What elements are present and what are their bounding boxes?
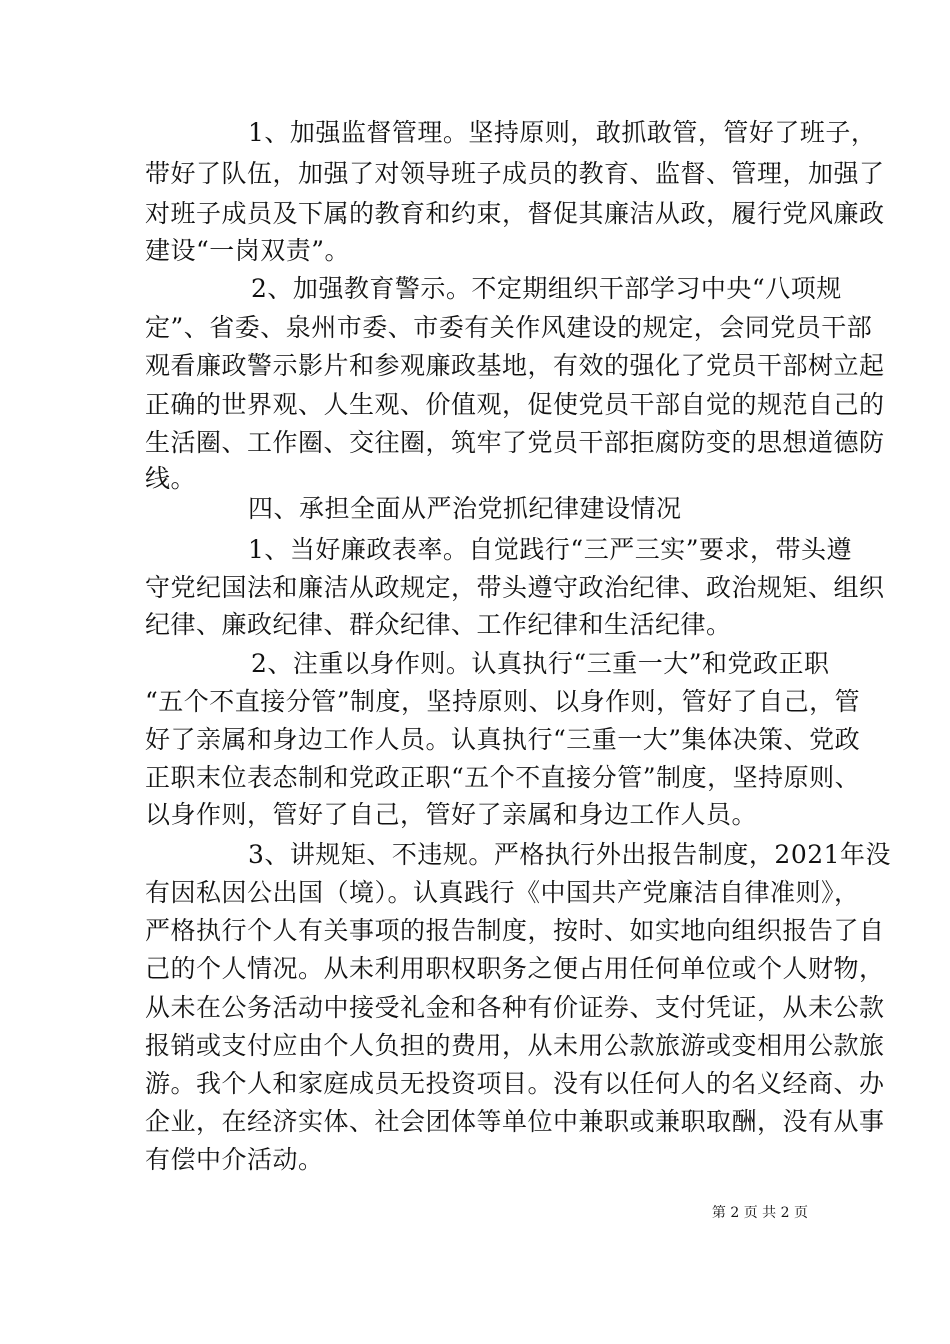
text-line: “五个不直接分管”制度，坚持原则、以身作则，管好了自己，管: [145, 687, 861, 716]
text-line: 生活圈、工作圈、交往圈，筑牢了党员干部拒腐防变的思想道德防: [145, 428, 885, 457]
page-number: 第 2 页 共 2 页: [711, 1205, 808, 1221]
text-line: 正职末位表态制和党政正职“五个不直接分管”制度，坚持原则、: [145, 763, 861, 792]
text-line: 纪律、廉政纪律、群众纪律、工作纪律和生活纪律。: [145, 610, 732, 639]
text-line: 以身作则，管好了自己，管好了亲属和身边工作人员。: [145, 800, 758, 829]
text-line: 线。: [145, 464, 197, 493]
text-line: 建设“一岗双责”。: [145, 236, 351, 265]
text-line: 带好了队伍，加强了对领导班子成员的教育、监督、管理，加强了: [145, 159, 885, 188]
section-heading: 四、承担全面从严治党抓纪律建设情况: [248, 494, 682, 523]
text-line: 报销或支付应由个人负担的费用，从未用公款旅游或变相用公款旅: [145, 1031, 885, 1060]
text-line: 1、当好廉政表率。自觉践行“三严三实”要求，带头遵: [248, 535, 852, 564]
text-line: 己的个人情况。从未利用职权职务之便占用任何单位或个人财物，: [145, 954, 885, 983]
text-line: 从未在公务活动中接受礼金和各种有价证券、支付凭证，从未公款: [145, 993, 885, 1022]
text-line: 有因私因公出国（境）。认真践行《中国共产党廉洁自律准则》，: [145, 878, 860, 907]
text-line: 3、讲规矩、不违规。严格执行外出报告制度，2021年没: [248, 840, 892, 869]
text-line: 观看廉政警示影片和参观廉政基地，有效的强化了党员干部树立起: [145, 351, 885, 380]
text-line: 严格执行个人有关事项的报告制度，按时、如实地向组织报告了自: [145, 916, 885, 945]
text-line: 有偿中介活动。: [145, 1145, 324, 1174]
text-line: 对班子成员及下属的教育和约束，督促其廉洁从政，履行党风廉政: [145, 199, 885, 228]
text-line: 1、加强监督管理。坚持原则，敢抓敢管，管好了班子，: [248, 118, 877, 147]
text-line: 2、加强教育警示。不定期组织干部学习中央“八项规: [251, 274, 842, 303]
text-line: 游。我个人和家庭成员无投资项目。没有以任何人的名义经商、办: [145, 1069, 885, 1098]
text-line: 2、注重以身作则。认真执行“三重一大”和党政正职: [251, 649, 830, 678]
text-line: 正确的世界观、人生观、价值观，促使党员干部自觉的规范自己的: [145, 390, 885, 419]
text-line: 守党纪国法和廉洁从政规定，带头遵守政治纪律、政治规矩、组织: [145, 573, 885, 602]
text-line: 定”、省委、泉州市委、市委有关作风建设的规定，会同党员干部: [145, 313, 873, 342]
text-line: 企业，在经济实体、社会团体等单位中兼职或兼职取酬，没有从事: [145, 1107, 885, 1136]
text-line: 好了亲属和身边工作人员。认真执行“三重一大”集体决策、党政: [145, 725, 861, 754]
